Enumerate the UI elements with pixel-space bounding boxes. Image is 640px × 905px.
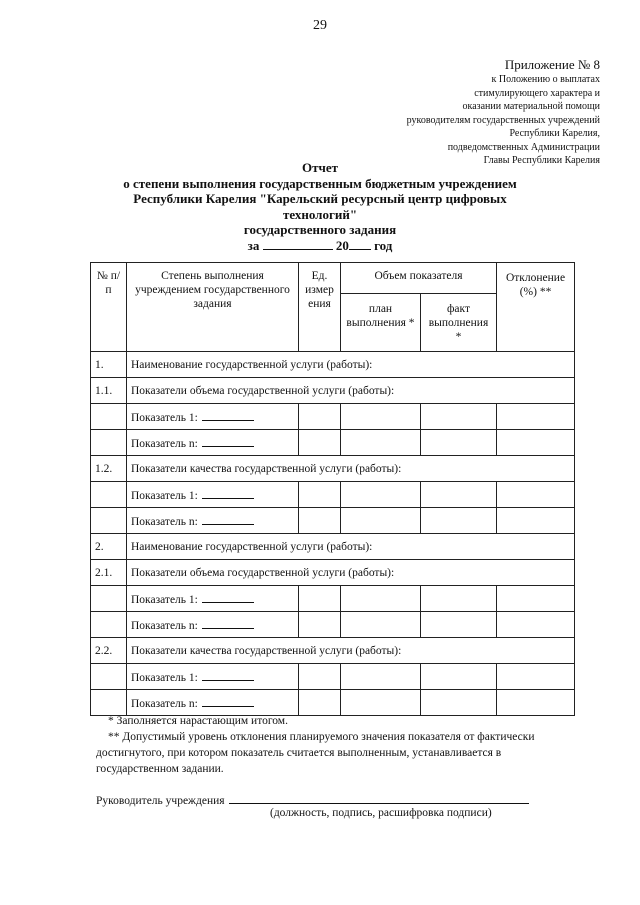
row-num: 2.	[91, 534, 127, 560]
fact-cell[interactable]	[421, 586, 497, 612]
appendix-line: Главы Республики Карелия	[483, 155, 600, 167]
signature-line[interactable]	[229, 793, 529, 804]
header-volume: Объем показателя	[341, 263, 497, 294]
deviation-cell[interactable]	[497, 664, 575, 690]
header-plan: план выполнения *	[341, 294, 421, 352]
plan-cell[interactable]	[341, 664, 421, 690]
header-fact: факт выполнения *	[421, 294, 497, 352]
table-row	[91, 534, 575, 560]
indicator-cell	[127, 586, 299, 612]
indicator-label: Показатель 1:	[131, 671, 198, 684]
fact-cell[interactable]	[421, 482, 497, 508]
fact-cell[interactable]	[421, 508, 497, 534]
fact-cell[interactable]	[421, 404, 497, 430]
report-title-line: Республики Карелия "Карельский ресурсный центр цифровых	[133, 191, 507, 206]
report-title-line: о степени выполнения государственным бюджетным учреждением	[123, 175, 517, 191]
indicator-cell	[127, 690, 299, 716]
report-title-line: технологий"	[282, 206, 358, 222]
plan-cell[interactable]	[341, 508, 421, 534]
table-row	[91, 612, 575, 638]
table-row	[91, 638, 575, 664]
report-period	[248, 238, 393, 254]
fact-cell[interactable]	[421, 664, 497, 690]
indicator-cell	[127, 508, 299, 534]
table-row	[91, 508, 575, 534]
row-num: 2.2.	[91, 638, 127, 664]
appendix-line: подведомственных Администрации	[447, 141, 600, 153]
deviation-cell[interactable]	[497, 404, 575, 430]
indicator-label: Показатель 1:	[131, 593, 198, 606]
plan-cell[interactable]	[341, 612, 421, 638]
unit-cell[interactable]	[299, 612, 341, 638]
report-title-line: государственного задания	[243, 222, 397, 237]
deviation-cell[interactable]	[497, 690, 575, 716]
period-year: 20	[335, 237, 349, 253]
indicator-cell	[127, 482, 299, 508]
appendix-line: к Положению о выплатах	[491, 74, 600, 86]
appendix-header	[240, 57, 600, 168]
header-degree: Степень выполнения учреждением государственного задания	[127, 263, 299, 352]
period-prefix: за	[247, 237, 260, 253]
period-suffix: год	[374, 237, 393, 253]
indicator-label: Показатель n:	[131, 697, 198, 710]
section-label: Показатели качества государственной услуги (работы):	[127, 456, 575, 482]
table-row	[91, 482, 575, 508]
appendix-line: стимулирующего характера и	[474, 87, 600, 99]
indicator-cell	[127, 430, 299, 456]
deviation-cell[interactable]	[497, 612, 575, 638]
row-num: 1.2.	[91, 456, 127, 482]
header-unit: Ед. измер ения	[299, 263, 341, 352]
year-blank	[349, 239, 371, 250]
row-num: 2.1.	[91, 560, 127, 586]
indicator-label: Показатель 1:	[131, 489, 198, 502]
header-deviation: Отклонение (%) **	[497, 263, 575, 352]
report-title-line: Отчет	[302, 160, 338, 175]
appendix-line: руководителям государственных учреждений	[406, 114, 600, 126]
unit-cell[interactable]	[299, 586, 341, 612]
page-number: 29	[313, 18, 327, 33]
plan-cell[interactable]	[341, 404, 421, 430]
period-blank	[263, 239, 333, 250]
unit-cell[interactable]	[299, 430, 341, 456]
row-num: 1.	[91, 352, 127, 378]
table-row	[91, 378, 575, 404]
table-row	[91, 586, 575, 612]
plan-cell[interactable]	[341, 430, 421, 456]
deviation-cell[interactable]	[497, 508, 575, 534]
header-num: № п/п	[91, 263, 127, 352]
unit-cell[interactable]	[299, 482, 341, 508]
indicator-label: Показатель n:	[131, 515, 198, 528]
table-row	[91, 456, 575, 482]
appendix-line: оказании материальной помощи	[462, 101, 600, 113]
fact-cell[interactable]	[421, 690, 497, 716]
plan-cell[interactable]	[341, 482, 421, 508]
table-row	[91, 404, 575, 430]
table-row	[91, 430, 575, 456]
indicator-label: Показатель 1:	[131, 411, 198, 424]
plan-cell[interactable]	[341, 586, 421, 612]
signature-hint: (должность, подпись, расшифровка подписи)	[270, 807, 492, 819]
table-row	[91, 664, 575, 690]
unit-cell[interactable]	[299, 404, 341, 430]
signature-label: Руководитель учреждения	[96, 795, 225, 807]
section-label: Показатели объема государственной услуги (работы):	[127, 560, 575, 586]
fact-cell[interactable]	[421, 612, 497, 638]
unit-cell[interactable]	[299, 664, 341, 690]
section-label: Показатели объема государственной услуги (работы):	[127, 378, 575, 404]
table-row	[91, 352, 575, 378]
indicator-label: Показатель n:	[131, 437, 198, 450]
deviation-cell[interactable]	[497, 586, 575, 612]
unit-cell[interactable]	[299, 508, 341, 534]
indicator-cell	[127, 664, 299, 690]
deviation-cell[interactable]	[497, 482, 575, 508]
plan-cell[interactable]	[341, 690, 421, 716]
table-row	[91, 560, 575, 586]
report-title	[90, 160, 550, 253]
indicator-cell	[127, 612, 299, 638]
table-row	[91, 690, 575, 716]
section-label: Наименование государственной услуги (работы):	[127, 352, 575, 378]
row-num: 1.1.	[91, 378, 127, 404]
unit-cell[interactable]	[299, 690, 341, 716]
footnote-2: ** Допустимый уровень отклонения планируемого значения показателя от фактически достигнутого, при котором показатель считается выполненным, устанавливается в государственном задании.	[96, 731, 535, 775]
footnote-1: * Заполняется нарастающим итогом.	[108, 715, 288, 727]
section-label: Наименование государственной услуги (работы):	[127, 534, 575, 560]
indicator-cell	[127, 404, 299, 430]
appendix-title: Приложение № 8	[504, 57, 600, 72]
report-table	[90, 262, 575, 716]
signature-block	[96, 793, 576, 807]
section-label: Показатели качества государственной услуги (работы):	[127, 638, 575, 664]
footnotes	[96, 713, 576, 777]
indicator-label: Показатель n:	[131, 619, 198, 632]
deviation-cell[interactable]	[497, 430, 575, 456]
appendix-line: Республики Карелия,	[509, 128, 600, 140]
fact-cell[interactable]	[421, 430, 497, 456]
